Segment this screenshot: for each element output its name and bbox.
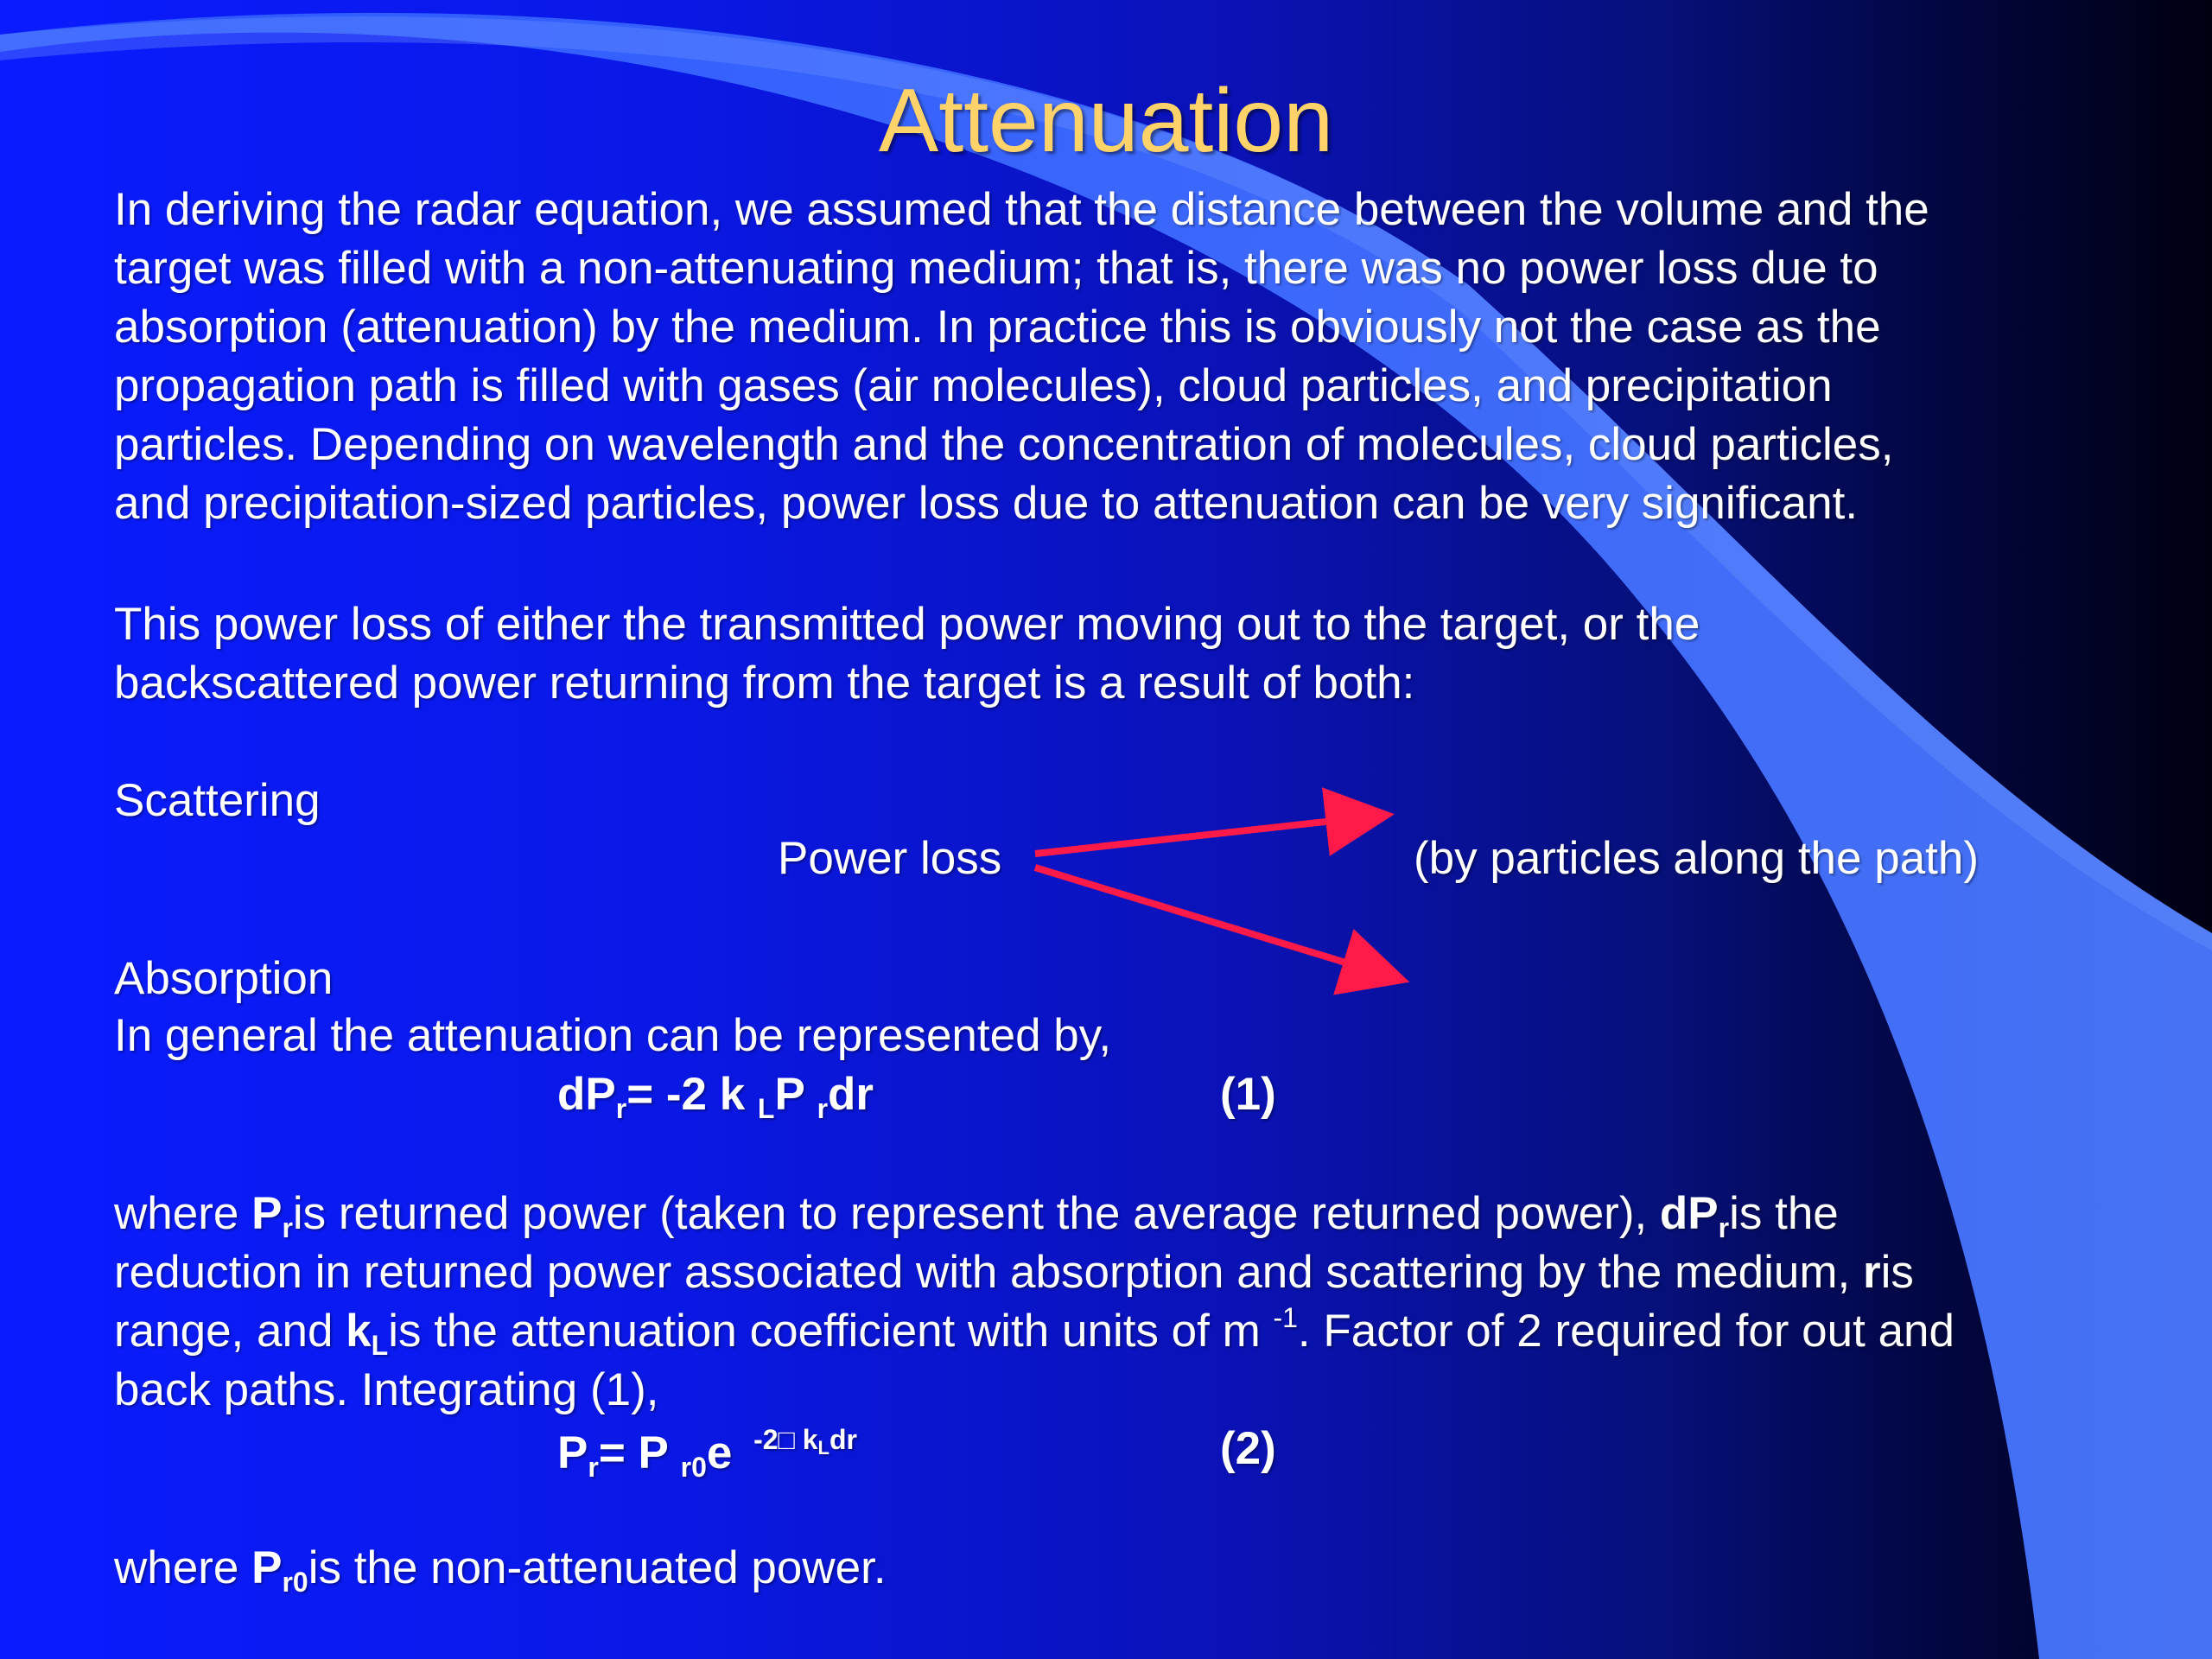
- by-particles-label: (by particles along the path): [1414, 833, 1980, 884]
- absorption-label: Absorption: [114, 953, 334, 1004]
- paragraph-line: backscattered power returning from the target is a result of both:: [114, 658, 1415, 709]
- power-loss-label: Power loss: [778, 833, 1002, 884]
- paragraph-line: and precipitation-sized particles, power loss due to attenuation can be very significant.: [114, 478, 1859, 529]
- paragraph-line: propagation path is filled with gases (air molecules), cloud particles, and precipitation: [114, 360, 1833, 411]
- arrow-to-scattering: [1035, 816, 1381, 854]
- paragraph-line: particles. Depending on wavelength and the concentration of molecules, cloud particles,: [114, 419, 1894, 470]
- paragraph-line: target was filled with a non-attenuating medium; that is, there was no power loss due to: [114, 243, 1878, 294]
- equation-1: $dP_r= -2$ k $_L$P $_r$dr: [557, 1069, 874, 1124]
- where-line-2: reduction in returned power associated with absorption and scattering by the medium, ris: [114, 1247, 1914, 1298]
- equation-2-number: (2): [1220, 1423, 1276, 1474]
- where-line-1: where $P_ris$ returned power (taken to represent the average returned power), $dP_ris$ the: [114, 1188, 1839, 1243]
- where-line-4: back paths. Integrating (1),: [114, 1364, 659, 1415]
- paragraph-line: This power loss of either the transmitted power moving out to the target, or the: [114, 599, 1700, 650]
- equation-1-number: (1): [1220, 1069, 1276, 1120]
- paragraph-line: absorption (attenuation) by the medium. In practice this is obviously not the case as the: [114, 302, 1881, 353]
- scattering-label: Scattering: [114, 775, 321, 826]
- where-line-3: range, and $k_Lis$ the attenuation coefficient with units of m $^{-1}$. Factor of 2 required for out and: [114, 1302, 1955, 1361]
- slide-title: Attenuation: [878, 71, 1334, 171]
- arrow-to-absorption: [1035, 868, 1396, 978]
- general-line: In general the attenuation can be represented by,: [114, 1010, 1112, 1061]
- last-line: where $P_{r0}is$ the non-attenuated power.: [114, 1542, 887, 1598]
- equation-2: $P_r= P$ $_{r0}$e $^{-2□ kLdr}$: [557, 1424, 857, 1483]
- paragraph-line: In deriving the radar equation, we assumed that the distance between the volume and the: [114, 184, 1929, 235]
